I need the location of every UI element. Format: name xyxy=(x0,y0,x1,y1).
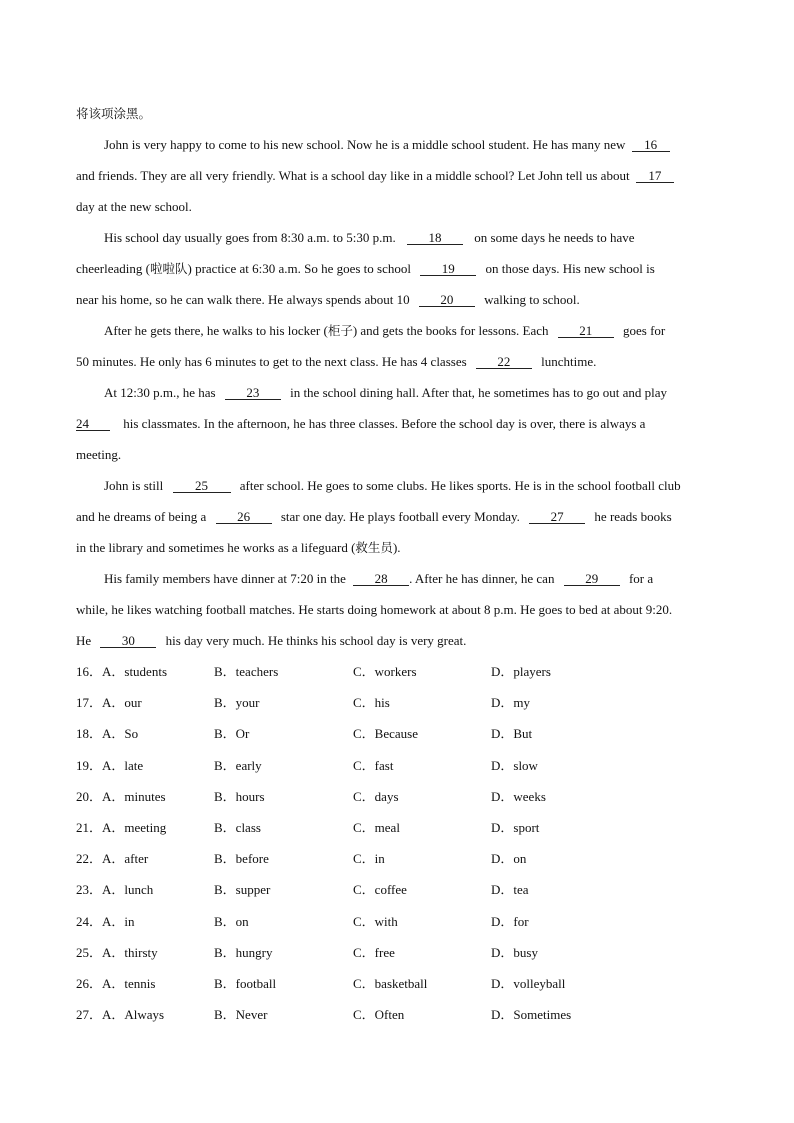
blank-20: 20 xyxy=(419,293,475,307)
text-segment: day at the new school. xyxy=(76,199,192,214)
option-a: 26．A．tennis xyxy=(76,975,156,991)
option-b: B．hours xyxy=(214,788,265,804)
text-line xyxy=(76,191,720,222)
paragraph-2 xyxy=(76,222,720,315)
text-line xyxy=(76,284,720,315)
text-line xyxy=(76,594,720,625)
option-d: D．volleyball xyxy=(491,975,566,991)
option-c: C．workers xyxy=(353,664,417,679)
option-d: D．But xyxy=(491,726,533,742)
text-line xyxy=(76,501,720,532)
option-row xyxy=(76,718,720,749)
option-row xyxy=(76,843,720,874)
blank-22: 22 xyxy=(476,355,532,369)
paragraph-1 xyxy=(76,129,720,222)
options-list xyxy=(76,656,720,1030)
text-segment: on those days. His new school is xyxy=(485,261,655,276)
text-segment: and friends. They are all very friendly. What is a school day like in a middle school? Let John tell us about xyxy=(76,168,630,183)
option-c: C．fast xyxy=(353,757,394,773)
option-a: 22．A．after xyxy=(76,851,149,867)
option-d: D．slow xyxy=(491,757,538,773)
option-a: 19．A．late xyxy=(76,757,144,773)
option-c: C．meal xyxy=(353,819,400,835)
text-segment: His school day usually goes from 8:30 a.m. to 5:30 p.m. xyxy=(104,230,396,245)
text-line xyxy=(76,532,720,563)
text-segment: At 12:30 p.m., he has xyxy=(104,385,216,400)
text-line xyxy=(76,377,720,408)
option-c: C．free xyxy=(353,944,395,960)
instruction-text: 将该项涂黑。 xyxy=(76,106,152,121)
option-row xyxy=(76,750,720,781)
option-d: D．busy xyxy=(491,944,538,960)
option-c: C．in xyxy=(353,851,385,867)
text-segment-cn: 柜子 xyxy=(327,323,353,338)
blank-25: 25 xyxy=(173,479,231,493)
option-row xyxy=(76,656,720,687)
option-d: D．tea xyxy=(491,882,529,898)
option-a: 17．A．our xyxy=(76,695,142,711)
text-segment: his day very much. He thinks his school day is very great. xyxy=(165,633,467,648)
text-line xyxy=(76,470,720,501)
text-segment: and he dreams of being a xyxy=(76,509,207,524)
blank-28: 28 xyxy=(353,572,409,586)
text-segment: 50 minutes. He only has 6 minutes to get to the next class. He has 4 classes xyxy=(76,354,467,369)
option-a: 18．A．So xyxy=(76,726,139,742)
option-a: 23．A．lunch xyxy=(76,882,154,898)
text-segment: near his home, so he can walk there. He always spends about 10 xyxy=(76,292,410,307)
text-segment: John is very happy to come to his new school. Now he is a middle school student. He has many new xyxy=(104,137,626,152)
text-segment: in the library and sometimes he works as a lifeguard ( xyxy=(76,540,356,555)
text-segment: ) practice at 6:30 a.m. So he goes to school xyxy=(187,261,411,276)
text-line xyxy=(76,563,720,594)
blank-30: 30 xyxy=(100,634,156,648)
option-a: 27．A．Always xyxy=(76,1007,165,1023)
text-segment: in the school dining hall. After that, he sometimes has to go out and play xyxy=(290,385,668,400)
option-row xyxy=(76,812,720,843)
option-row xyxy=(76,687,720,718)
option-a: 20．A．minutes xyxy=(76,788,166,804)
blank-16: 16 xyxy=(632,138,670,152)
text-line xyxy=(76,222,720,253)
paragraph-4 xyxy=(76,377,720,470)
blank-17: 17 xyxy=(636,169,674,183)
option-c: C．with xyxy=(353,913,398,929)
paragraph-3 xyxy=(76,315,720,377)
option-a: 21．A．meeting xyxy=(76,819,167,835)
text-segment: after school. He goes to some clubs. He likes sports. He is in the school football club xyxy=(239,478,681,493)
text-segment: He xyxy=(76,633,92,648)
text-segment: star one day. He plays football every Monday. xyxy=(280,509,520,524)
option-row xyxy=(76,999,720,1030)
text-segment: walking to school. xyxy=(484,292,580,307)
option-b: B．class xyxy=(214,819,261,835)
text-segment: meeting. xyxy=(76,447,122,462)
paragraph-6 xyxy=(76,563,720,656)
text-segment: cheerleading ( xyxy=(76,261,150,276)
option-d: D．weeks xyxy=(491,788,546,804)
option-d: D．my xyxy=(491,695,531,711)
option-b: B．before xyxy=(214,851,269,867)
text-line xyxy=(76,315,720,346)
text-segment: his classmates. In the afternoon, he has three classes. Before the school day is over, there is always a xyxy=(123,416,646,431)
option-d: D．for xyxy=(491,913,529,929)
option-row xyxy=(76,968,720,999)
blank-24: 24 xyxy=(76,417,110,431)
text-segment-cn: 啦啦队 xyxy=(149,261,188,276)
option-b: B．hungry xyxy=(214,944,273,960)
option-a: 24．A．in xyxy=(76,913,135,929)
text-segment: His family members have dinner at 7:20 in the xyxy=(104,571,346,586)
text-line xyxy=(76,253,720,284)
option-b: B．Never xyxy=(214,1007,268,1023)
text-line xyxy=(76,625,720,656)
blank-29: 29 xyxy=(564,572,620,586)
option-a: 25．A．thirsty xyxy=(76,944,158,960)
text-segment-cn: 救生员 xyxy=(355,540,393,555)
text-segment: on some days he needs to have xyxy=(474,230,635,245)
text-segment: lunchtime. xyxy=(541,354,597,369)
option-d: D．players xyxy=(491,664,551,679)
document-page xyxy=(76,98,720,1030)
instruction-line xyxy=(76,98,720,129)
blank-19: 19 xyxy=(420,262,476,276)
option-c: C．Because xyxy=(353,726,418,742)
option-c: C．basketball xyxy=(353,975,428,991)
option-c: C．Often xyxy=(353,1007,405,1023)
option-b: B．supper xyxy=(214,882,271,898)
option-row xyxy=(76,781,720,812)
blank-26: 26 xyxy=(216,510,272,524)
text-segment: while, he likes watching football matches. He starts doing homework at about 8 p.m. He goes to bed at about 9:20. xyxy=(76,602,673,617)
option-a: 16．A．students xyxy=(76,664,168,679)
text-segment: . After he has dinner, he can xyxy=(409,571,555,586)
text-line xyxy=(76,129,720,160)
paragraph-5 xyxy=(76,470,720,563)
option-b: B．Or xyxy=(214,726,250,742)
option-b: B．teachers xyxy=(214,664,279,679)
option-row xyxy=(76,874,720,905)
text-line xyxy=(76,160,720,191)
text-segment: After he gets there, he walks to his locker ( xyxy=(104,323,328,338)
text-line xyxy=(76,408,720,439)
text-segment: for a xyxy=(628,571,654,586)
text-segment: he reads books xyxy=(594,509,672,524)
option-d: D．Sometimes xyxy=(491,1007,572,1023)
blank-18: 18 xyxy=(407,231,463,245)
text-segment: ). xyxy=(392,540,401,555)
option-b: B．your xyxy=(214,695,260,711)
text-segment: goes for xyxy=(623,323,666,338)
text-line xyxy=(76,439,720,470)
blank-21: 21 xyxy=(558,324,614,338)
text-segment: John is still xyxy=(104,478,164,493)
blank-23: 23 xyxy=(225,386,281,400)
option-row xyxy=(76,906,720,937)
option-row xyxy=(76,937,720,968)
option-d: D．on xyxy=(491,851,527,867)
option-c: C．his xyxy=(353,695,390,711)
option-b: B．on xyxy=(214,913,249,929)
option-d: D．sport xyxy=(491,819,540,835)
option-b: B．football xyxy=(214,975,277,991)
blank-27: 27 xyxy=(529,510,585,524)
text-line xyxy=(76,346,720,377)
option-c: C．coffee xyxy=(353,882,407,898)
option-b: B．early xyxy=(214,757,262,773)
text-segment: ) and gets the books for lessons. Each xyxy=(352,323,549,338)
option-c: C．days xyxy=(353,788,399,804)
